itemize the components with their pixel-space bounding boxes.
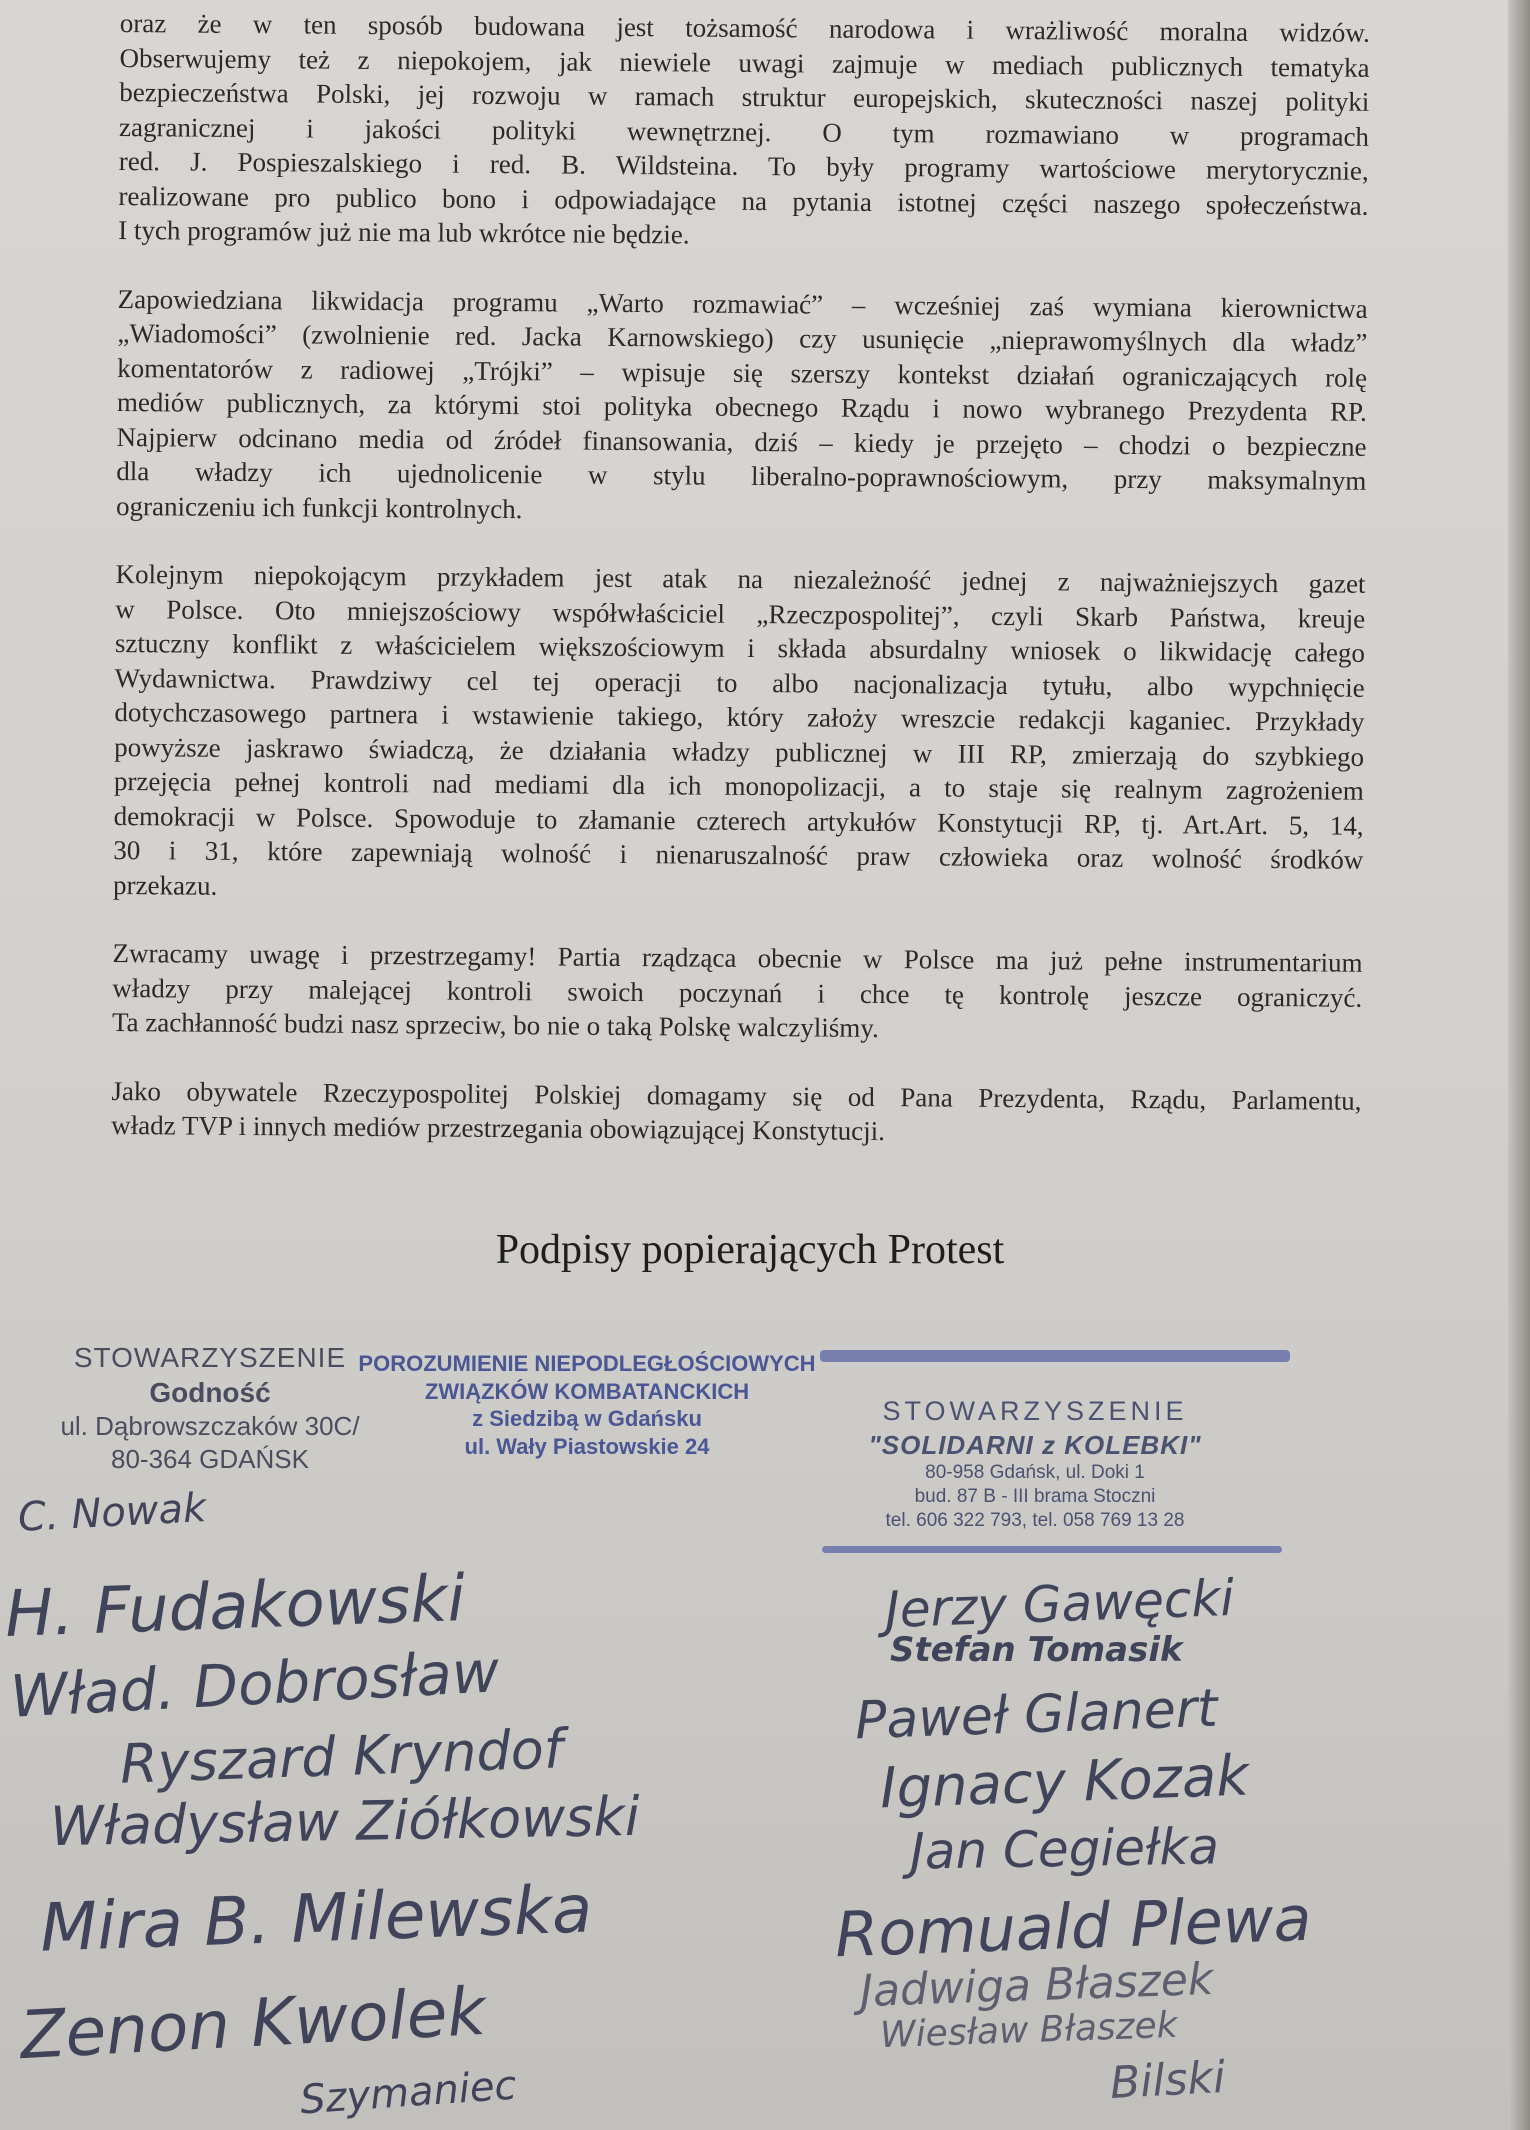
signature: Mira B. Milewska [38, 1870, 594, 1967]
text-line: dla władzy ich ujednolicenie w stylu liberalno-poprawnościowym, przy maksymalnym [116, 455, 1367, 496]
signature: Stefan Tomasik [890, 1630, 1183, 1670]
text-line: red. J. Pospieszalskiego i red. B. Wildsteina. To były programy wartościowe merytorycznie, [118, 145, 1369, 186]
text-line: przekazu. [112, 869, 218, 901]
paragraph [113, 557, 1366, 912]
paragraph [116, 281, 1368, 532]
stamp-line: 80-364 GDAŃSK [111, 1443, 309, 1474]
text-line: Wydawnictwa. Prawdziwy cel tej operacji to albo nacjonalizacja tytułu, albo wypchnięcie [114, 662, 1365, 703]
signatures-heading: Podpisy popierających Protest [495, 1227, 1005, 1273]
text-line: Kolejnym niepokojącym przykładem jest atak na niezależność jednej z najważniejszych gazet [115, 558, 1366, 599]
text-line: władz TVP i innych mediów przestrzegania obowiązującej Konstytucji. [111, 1109, 886, 1147]
text-line: ograniczeniu ich funkcji kontrolnych. [115, 490, 523, 524]
signature: Zenon Kwolek [18, 1972, 488, 2075]
text-line: Zapowiedziana likwidacja programu „Warto rozmawiać” – wcześniej zaś wymiana kierownictwa [117, 283, 1368, 324]
signature: C. Nowak [16, 1485, 208, 1541]
text-line: powyższe jaskrawo świadczą, że działania władzy publicznej w III RP, zmierzają do szybkiego [114, 731, 1365, 772]
signature: Wiesław Błaszek [879, 2004, 1179, 2057]
text-line: komentatorów z radiowej „Trójki” – wpisuje się szerszy kontekst działań ograniczających rolę [117, 352, 1368, 393]
stamp-line: "SOLIDARNI z KOLEBKI" [868, 1429, 1202, 1460]
signature: Bilski [1108, 2052, 1227, 2109]
stamp-line: bud. 87 B - III brama Stoczni [914, 1486, 1156, 1507]
text-line: mediów publicznych, za którymi stoi polityka obecnego Rządu i nowo wybranego Prezydenta RP. [116, 386, 1367, 427]
stamp-porozumienie [352, 1350, 822, 1460]
text-line: Najpierw odcinano media od źródeł finansowania, dziś – kiedy je przejęto – chodzi o bezpieczne [116, 421, 1367, 462]
stamp-line: ul. Wały Piastowskie 24 [464, 1433, 710, 1459]
signature: Jan Cegiełka [909, 1817, 1220, 1881]
text-line: demokracji w Polsce. Spowoduje to złamanie czterech artykułów Konstytucji RP, tj. Art.Art. 5, 14, [113, 800, 1364, 841]
signature: H. Fudakowski [3, 1561, 467, 1653]
signature: Szymaniec [298, 2062, 518, 2124]
text-line: przejęcia pełnej kontroli nad mediami dla ich monopolizacji, a to staje się realnym zagrożeniem [113, 765, 1364, 806]
text-line: sztuczny konflikt z właścicielem większościowym i składa absurdalny wniosek o likwidację całego [114, 627, 1366, 668]
stamp-godnosc [50, 1340, 370, 1475]
text-line: 30 i 31, które zapewniają wolność i nienaruszalność praw człowieka oraz wolność środków [113, 834, 1364, 875]
stamp-bottom-rule [822, 1546, 1282, 1553]
text-line: dotychczasowego partnera i wstawienie takiego, który założy wreszcie redakcji kaganiec. Przykłady [114, 696, 1365, 737]
stamp-top-smudge [820, 1350, 1290, 1362]
signature: Romuald Plewa [833, 1881, 1313, 1972]
stamp-line: ZWIĄZKÓW KOMBATANCKICH [424, 1378, 750, 1404]
stamp-line: Godność [149, 1377, 271, 1408]
text-line: Ta zachłanność budzi nasz sprzeciw, bo nie o taką Polskę walczyliśmy. [111, 1006, 879, 1043]
text-line: zagranicznej i jakości polityki wewnętrznej. O tym rozmawiano w programach [118, 111, 1370, 152]
text-line: „Wiadomości” (zwolnienie red. Jacka Karnowskiego) czy usunięcie „nieprawomyślnych dla władz” [117, 317, 1368, 358]
page-edge-shadow [1508, 0, 1530, 2130]
text-line: Zwracamy uwagę i przestrzegamy! Partia rządząca obecnie w Polsce ma już pełne instrumentarium [112, 937, 1363, 978]
stamp-line: 80-958 Gdańsk, ul. Doki 1 [925, 1462, 1145, 1484]
letter-body [111, 6, 1370, 1186]
text-line: realizowane pro publico bono i odpowiadające na pytania istotnej części naszego społeczeństwa. [118, 180, 1369, 221]
stamp-line: POROZUMIENIE NIEPODLEGŁOŚCIOWYCH [358, 1351, 816, 1376]
text-line: oraz że w ten sposób budowana jest tożsamość narodowa i wrażliwość moralna widzów. [119, 7, 1370, 48]
stamp-line: STOWARZYSZENIE [882, 1396, 1188, 1426]
text-line: Jako obywatele Rzeczypospolitej Polskiej domagamy się od Pana Prezydenta, Rządu, Parlamentu, [111, 1075, 1362, 1116]
stamp-line: z Siedzibą w Gdańsku [472, 1406, 702, 1431]
signature: Ryszard Kryndof [119, 1717, 564, 1796]
signature: Jerzy Gawęcki [884, 1568, 1236, 1640]
stamp-line: STOWARZYSZENIE [73, 1342, 347, 1373]
signature: Władysław Ziółkowski [49, 1784, 641, 1859]
paragraph [111, 1073, 1362, 1152]
stamp-line: ul. Dąbrowszczaków 30C/ [60, 1411, 360, 1441]
text-line: Obserwujemy też z niepokojem, jak niewiele uwagi zajmuje w mediach publicznych tematyka [119, 42, 1370, 83]
stamp-line: tel. 606 322 793, tel. 058 769 13 28 [885, 1509, 1185, 1531]
text-line: władzy przy malejącej kontroli swoich poczynań i chce tę kontrolę jeszcze ograniczyć. [112, 972, 1363, 1013]
text-line: I tych programów już nie ma lub wkrótce nie będzie. [118, 214, 690, 250]
stamp-solidarni-z-kolebki [820, 1395, 1250, 1533]
signature: Paweł Glanert [854, 1678, 1219, 1752]
signature: Jadwiga Błaszek [859, 1953, 1215, 2018]
paragraph [118, 6, 1370, 257]
text-line: w Polsce. Oto mniejszościowy współwłaściciel „Rzeczpospolitej”, czyli Skarb Państwa, kreuje [115, 593, 1366, 634]
text-line: bezpieczeństwa Polski, jej rozwoju w ramach struktur europejskich, skuteczności naszej polityki [119, 76, 1370, 117]
paragraph [112, 936, 1363, 1049]
signature: Ignacy Kozak [878, 1743, 1250, 1822]
signature: Wład. Dobrosław [8, 1637, 501, 1731]
